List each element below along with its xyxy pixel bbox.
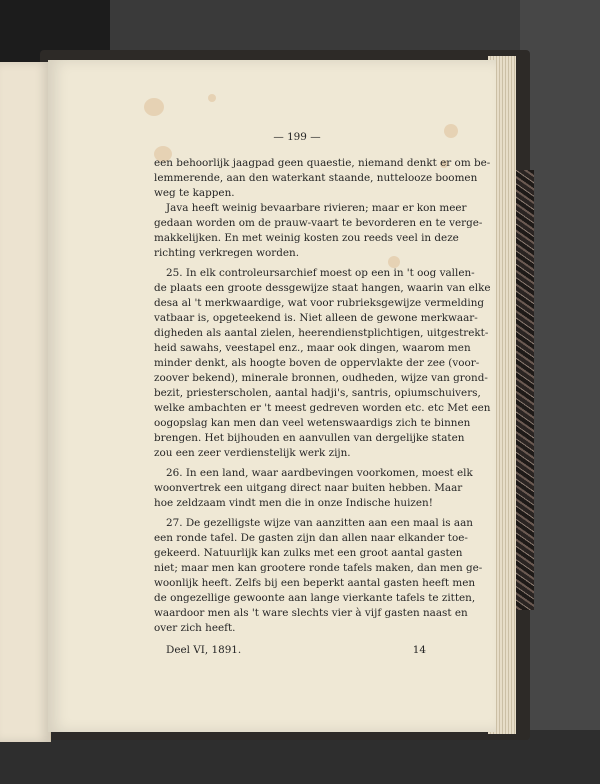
sheet-number: 14 [412,644,426,656]
text-line: weg te kappen. [154,187,235,199]
book-page [48,60,496,732]
text-line: woonlijk heeft. Zelfs bij een beperkt aantal gasten heeft men [154,577,476,589]
text-line: 27. De gezelligste wijze van aanzitten aan een maal is aan [166,517,474,529]
text-line: brengen. Het bijhouden en aanvullen van dergelijke staten [154,432,465,444]
text-line: over zich heeft. [154,622,236,634]
text-line: zoover bekend), minerale bronnen, oudheden, wijze van grond- [154,372,488,384]
text-line: bezit, priesterscholen, aantal hadji's, santris, opiumschuivers, [154,387,481,399]
foxing-stain [144,98,164,116]
text-line: desa al 't merkwaardige, wat voor rubrieksgewijze vermelding [154,297,485,309]
text-line: gekeerd. Natuurlijk kan zulks met een groot aantal gasten [154,547,463,559]
text-line: welke ambachten er 't meest gedreven worden etc. etc Met een [154,402,491,414]
text-line: gedaan worden om de prauw-vaart te bevorderen en te verge- [154,217,483,229]
text-line: zou een zeer verdienstelijk werk zijn. [154,447,351,459]
signature-mark: Deel VI, 1891. [166,644,242,656]
text-line: lemmerende, aan den waterkant staande, nuttelooze boomen [154,172,478,184]
text-line: oogopslag kan men dan veel wetenswaardigs zich te binnen [154,417,471,429]
text-line: een behoorlijk jaagpad geen quaestie, niemand denkt er om be- [154,157,491,169]
text-line: Java heeft weinig bevaarbare rivieren; maar er kon meer [166,202,467,214]
page-footer [154,644,440,658]
text-line: vatbaar is, opgeteekend is. Niet alleen de gewone merkwaar- [154,312,478,324]
text-line: makkelijken. En met weinig kosten zou reeds veel in deze [154,232,459,244]
text-line: de ongezellige gewoonte aan lange vierkante tafels te zitten, [154,592,476,604]
foxing-stain [444,124,458,138]
left-page-edge [0,62,51,742]
text-line: 25. In elk controleursarchief moest op een in 't oog vallen- [166,267,475,279]
text-line: de plaats een groote dessgewijze staat hangen, waarin van elke [154,282,491,294]
text-line: digheden als aantal zielen, heerendienstplichtigen, uitgestrekt- [154,327,489,339]
text-line: minder denkt, als hoogte boven de oppervlakte der zee (voor- [154,357,480,369]
text-line: een ronde tafel. De gasten zijn dan allen naar elkander toe- [154,532,468,544]
text-line: hoe zeldzaam vindt men die in onze Indische huizen! [154,497,433,509]
foxing-stain [208,94,216,102]
page-number: — 199 — [273,131,321,143]
text-line: woonvertrek een uitgang direct naar buiten hebben. Maar [154,482,463,494]
text-line: niet; maar men kan grootere ronde tafels maken, dan men ge- [154,562,483,574]
text-line: heid sawahs, veestapel enz., maar ook dingen, waarom men [154,342,471,354]
text-line: waardoor men als 't ware slechts vier à vijf gasten naast en [154,607,468,619]
text-line: 26. In een land, waar aardbevingen voorkomen, moest elk [166,467,473,479]
text-line: richting verkregen worden. [154,247,300,259]
